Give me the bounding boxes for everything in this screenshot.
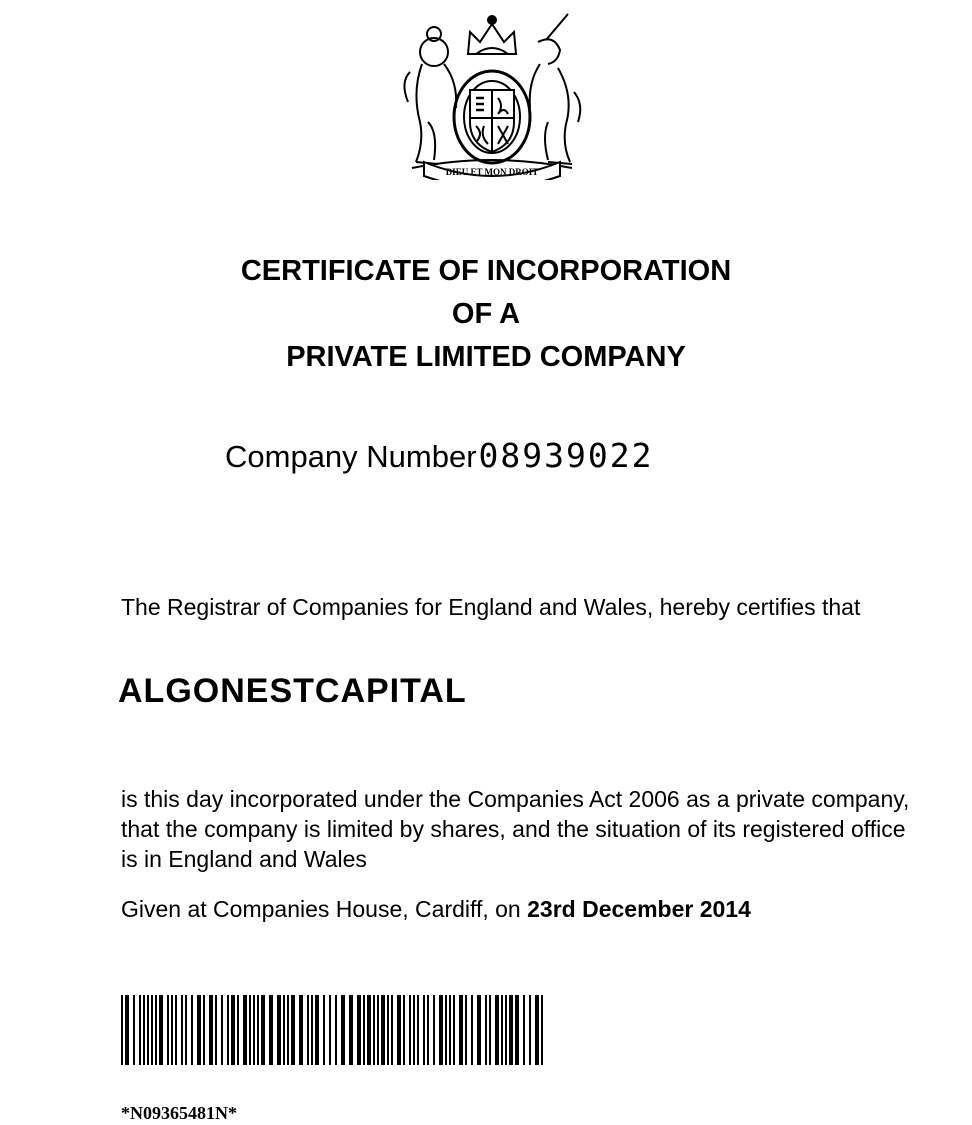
barcode-bar xyxy=(139,995,141,1065)
barcode-bar xyxy=(341,995,345,1065)
company-number-value: 08939022 xyxy=(478,436,654,475)
barcode-bar xyxy=(541,995,543,1065)
barcode-bar xyxy=(257,995,259,1065)
barcode-bar xyxy=(159,995,163,1065)
barcode-bar xyxy=(489,995,491,1065)
barcode-bar xyxy=(209,995,213,1065)
barcode-bar xyxy=(433,995,435,1065)
barcode-bar xyxy=(367,995,371,1065)
barcode-bar xyxy=(181,995,183,1065)
barcode-bar xyxy=(495,995,499,1065)
title-line: CERTIFICATE OF INCORPORATION xyxy=(240,255,732,287)
barcode-bar xyxy=(485,995,487,1065)
barcode-bar xyxy=(243,995,247,1065)
barcode-bar xyxy=(377,995,379,1065)
barcode-bar xyxy=(133,995,135,1065)
barcode-bar xyxy=(121,995,123,1065)
barcode-bar xyxy=(391,995,393,1065)
given-at-statement xyxy=(121,894,921,924)
given-at-text: Given at Companies House, Cardiff, on xyxy=(121,896,528,922)
barcode-bar xyxy=(215,995,217,1065)
barcode-bar xyxy=(231,995,235,1065)
barcode-bar xyxy=(253,995,255,1065)
barcode-bar xyxy=(459,995,463,1065)
barcode-bar xyxy=(445,995,447,1065)
barcode-bar xyxy=(269,995,273,1065)
barcode-bar xyxy=(515,995,519,1065)
barcode-bar xyxy=(505,995,507,1065)
barcode-bar xyxy=(387,995,389,1065)
barcode-bar xyxy=(501,995,503,1065)
barcode-bar xyxy=(381,995,385,1065)
barcode-bar xyxy=(237,995,239,1065)
barcode-bar xyxy=(357,995,361,1065)
barcode-bar xyxy=(261,995,265,1065)
barcode-bar xyxy=(465,995,467,1065)
barcode-bar xyxy=(329,995,331,1065)
barcode-bar xyxy=(191,995,193,1065)
title-line: PRIVATE LIMITED COMPANY xyxy=(286,341,686,373)
barcode-bar xyxy=(409,995,411,1065)
barcode-bar xyxy=(535,995,539,1065)
barcode-bar xyxy=(287,995,289,1065)
barcode-bar xyxy=(417,995,419,1065)
barcode-bar xyxy=(509,995,513,1065)
barcode-bar xyxy=(151,995,153,1065)
barcode-icon xyxy=(121,995,545,1065)
barcode-bar xyxy=(283,995,285,1065)
company-number-row xyxy=(225,436,654,475)
barcode-bar xyxy=(471,995,473,1065)
certificate-title xyxy=(0,250,972,379)
company-number-label: Company Number xyxy=(225,439,477,474)
barcode-bar xyxy=(311,995,313,1065)
barcode-bar xyxy=(185,995,187,1065)
barcode-bar xyxy=(143,995,145,1065)
barcode-bar xyxy=(155,995,157,1065)
barcode-bar xyxy=(427,995,429,1065)
barcode-bar xyxy=(291,995,295,1065)
barcode-bar xyxy=(221,995,223,1065)
barcode-bar xyxy=(529,995,531,1065)
barcode-bar xyxy=(413,995,415,1065)
barcode-number: *N09365481N* xyxy=(121,1103,237,1123)
incorporation-statement: is this day incorporated under the Companies Act 2006 as a private company, that the company is limited by shares, and the situation of its registered office is in England and Wales xyxy=(121,786,910,872)
royal-coat-of-arms-icon xyxy=(398,12,586,180)
barcode-bar xyxy=(307,995,309,1065)
barcode-bar xyxy=(523,995,525,1065)
title-line: OF A xyxy=(451,298,521,330)
barcode-bar xyxy=(203,995,205,1065)
company-name: ALGONESTCAPITAL xyxy=(118,672,467,710)
barcode-bar xyxy=(277,995,281,1065)
barcode-bar xyxy=(477,995,481,1065)
barcode-bar xyxy=(197,995,201,1065)
barcode-bar xyxy=(249,995,251,1065)
barcode-bar xyxy=(227,995,229,1065)
barcode-bar xyxy=(397,995,401,1065)
barcode-bar xyxy=(423,995,425,1065)
svg-text:DIEU ET MON DROIT: DIEU ET MON DROIT xyxy=(445,167,539,177)
barcode-bar xyxy=(175,995,177,1065)
barcode-bar xyxy=(349,995,353,1065)
registrar-certifies-text: The Registrar of Companies for England and Wales, hereby certifies that xyxy=(121,594,861,620)
barcode-bar xyxy=(335,995,337,1065)
barcode-bar xyxy=(299,995,303,1065)
barcode-bar xyxy=(439,995,443,1065)
barcode-bar xyxy=(363,995,365,1065)
barcode-bar xyxy=(323,995,325,1065)
barcode-bar xyxy=(315,995,319,1065)
barcode-bar xyxy=(147,995,149,1065)
barcode-bar xyxy=(167,995,169,1065)
barcode-bar xyxy=(373,995,375,1065)
incorporation-date: 23rd December 2014 xyxy=(527,896,751,922)
barcode-bar xyxy=(449,995,451,1065)
barcode-bar xyxy=(171,995,173,1065)
barcode-bar xyxy=(125,995,129,1065)
barcode-bar xyxy=(453,995,455,1065)
barcode-bar xyxy=(403,995,405,1065)
